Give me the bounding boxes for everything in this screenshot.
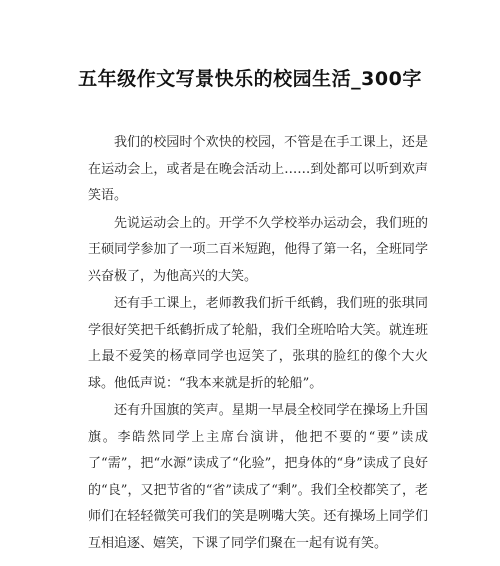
paragraph-2: 先说运动会上的。开学不久学校举办运动会，我们班的王硕同学参加了一项二百米短跑，他得了第一名，全班同学兴奋极了，为他高兴的大笑。	[88, 215, 428, 284]
paragraph-4: 还有升国旗的笑声。星期一早晨全校同学在操场上升国旗。李皓然同学上主席台演讲，他把不要的“要”读成了“需”，把“水源”读成了“化验”，把身体的“身”读成了良好的“良”，又把节省的“省”读成了“剩”。我们全校都笑了，老师们在轻轻微笑可我们的笑是咧嘴大笑。还有操场上同学们互相追逐、嬉笑，下课了同学们聚在一起有说有笑。	[88, 403, 428, 551]
document-title: 五年级作文写景快乐的校园生活_300字	[78, 68, 422, 90]
paragraph-1: 我们的校园时个欢快的校园，不管是在手工课上，还是在运动会上，或者是在晚会活动上……到处都可以听到欢声笑语。	[88, 135, 428, 203]
paragraph-3: 还有手工课上，老师教我们折千纸鹤，我们班的张琪同学很好笑把千纸鹤折成了轮船，我们全班哈哈大笑。就连班上最不爱笑的杨章同学也逗笑了，张琪的脸红的像个大火球。他低声说：“我本来就是折的轮船”。	[88, 296, 428, 391]
document-body	[88, 130, 428, 558]
